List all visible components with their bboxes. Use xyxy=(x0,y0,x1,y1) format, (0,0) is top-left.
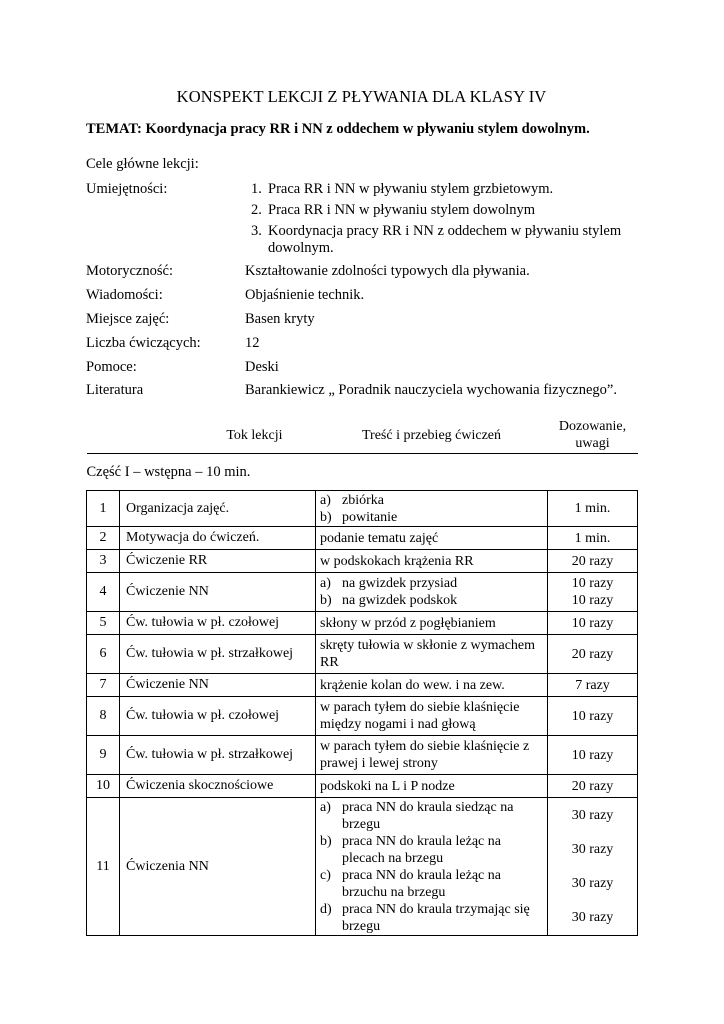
table-row: 11 Ćwiczenia NN a) praca NN do kraula siedząc na brzegu b) praca NN do kraula leżąc na plecach na brzegu c) praca NN do kraula leżąc na brzuchu na brzegu d) praca NN do kraula trzymając się brzegu 30 razy 30 razy 30 razy 30 razy xyxy=(87,798,638,936)
skills-section xyxy=(86,181,637,256)
table-row: 10 Ćwiczenia skocznościowe podskoki na L i P nodze 20 razy xyxy=(87,775,638,798)
goals-heading: Cele główne lekcji: xyxy=(86,156,199,172)
lesson-topic: TEMAT: Koordynacja pracy RR i NN z oddechem w pływaniu stylem dowolnym. xyxy=(86,121,590,137)
skills-item: 3. Koordynacja pracy RR i NN z oddechem w pływaniu stylem dowolnym. xyxy=(251,223,622,256)
table-row: 5 Ćw. tułowia w pł. czołowej skłony w przód z pogłębianiem 10 razy xyxy=(87,612,638,635)
skills-item: 2. Praca RR i NN w pływaniu stylem dowolnym xyxy=(251,202,536,218)
table-row: 8 Ćw. tułowia w pł. czołowej w parach tyłem do siebie klaśnięcie między nogami i nad głową 10 razy xyxy=(87,697,638,736)
table-row: 7 Ćwiczenie NN krążenie kolan do wew. i na zew. 7 razy xyxy=(87,674,638,697)
section-heading: Część I – wstępna – 10 min. xyxy=(86,463,251,480)
document-title: KONSPEKT LEKCJI Z PŁYWANIA DLA KLASY IV xyxy=(176,87,547,106)
table-row: 2 Motywacja do ćwiczeń. podanie tematu zajęć 1 min. xyxy=(87,527,638,550)
skills-label: Umiejętności: xyxy=(86,181,168,197)
lesson-plan-table xyxy=(86,417,638,936)
header-course: Tok lekcji xyxy=(87,417,316,454)
table-row: 4 Ćwiczenie NN a) na gwizdek przysiad b) na gwizdek podskok 10 razy 10 razy xyxy=(87,573,638,612)
skills-list xyxy=(245,181,637,261)
header-content: Treść i przebieg ćwiczeń xyxy=(316,417,548,454)
table-row: 3 Ćwiczenie RR w podskokach krążenia RR 20 razy xyxy=(87,550,638,573)
table-row: 1 Organizacja zajęć. a) zbiórka b) powitanie 1 min. xyxy=(87,491,638,527)
table-row: 6 Ćw. tułowia w pł. strzałkowej skręty tułowia w skłonie z wymachem RR 20 razy xyxy=(87,635,638,674)
table-row: 9 Ćw. tułowia w pł. strzałkowej w parach tyłem do siebie klaśnięcie z prawej i lewej strony 10 razy xyxy=(87,736,638,775)
skills-item: 1. Praca RR i NN w pływaniu stylem grzbietowym. xyxy=(251,181,554,197)
header-dose: Dozowanie, uwagi xyxy=(548,417,638,454)
